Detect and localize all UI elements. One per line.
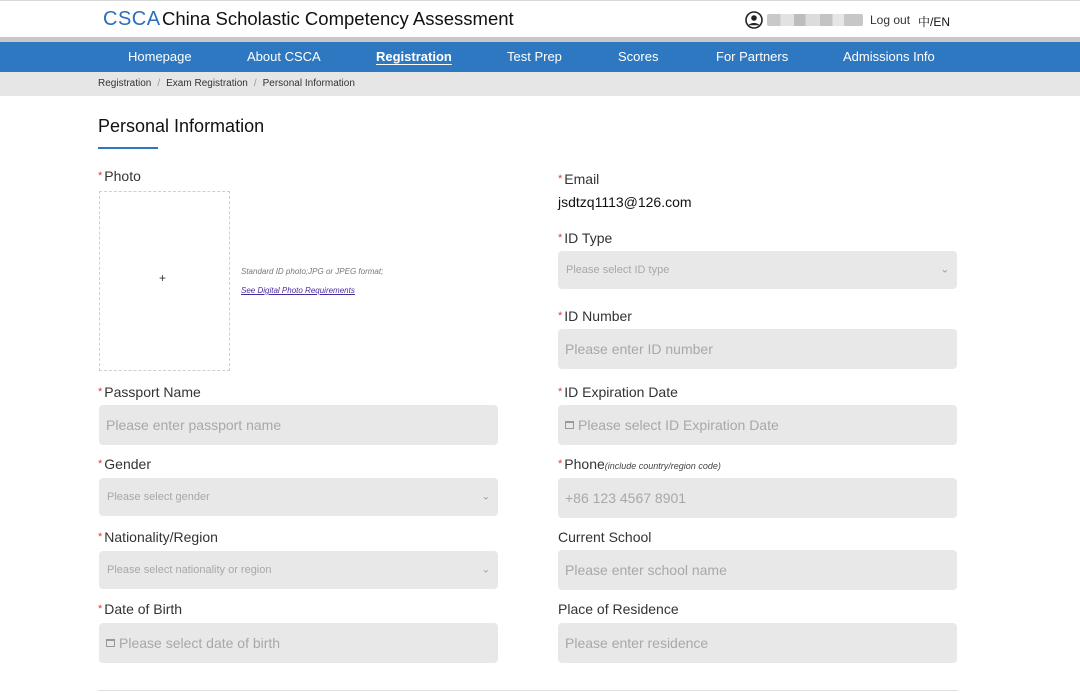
required-mark: *	[558, 173, 563, 185]
phone-input[interactable]	[558, 478, 957, 518]
id-type-placeholder: Please select ID type	[566, 264, 670, 276]
passport-name-label: * Passport Name	[98, 384, 201, 400]
nav-for-partners[interactable]: For Partners	[716, 49, 789, 64]
required-mark: *	[558, 310, 563, 322]
date-of-birth-picker[interactable]	[99, 623, 498, 663]
required-mark: *	[98, 458, 103, 470]
calendar-icon	[565, 421, 574, 429]
nav-homepage[interactable]: Homepage	[128, 49, 192, 64]
passport-name-placeholder: Please enter passport name	[106, 417, 282, 433]
breadcrumb-separator: /	[253, 78, 257, 89]
id-type-label: * ID Type	[558, 230, 613, 246]
nav-about-csca[interactable]: About CSCA	[247, 49, 321, 64]
id-number-label: * ID Number	[558, 308, 632, 324]
logout-link[interactable]: Log out	[870, 13, 911, 27]
required-mark: *	[558, 386, 563, 398]
nationality-select[interactable]	[99, 551, 498, 589]
calendar-icon	[106, 639, 115, 647]
required-mark: *	[98, 386, 103, 398]
title-underline	[98, 147, 158, 149]
photo-requirements-link[interactable]: See Digital Photo Requirements	[241, 286, 355, 295]
form-divider	[98, 690, 958, 691]
required-mark: *	[98, 531, 103, 543]
id-number-placeholder: Please enter ID number	[565, 341, 713, 357]
residence-label: Place of Residence	[558, 601, 679, 617]
current-school-input[interactable]	[558, 550, 957, 590]
nav-test-prep[interactable]: Test Prep	[507, 49, 562, 64]
required-mark: *	[558, 232, 563, 244]
nav-scores[interactable]: Scores	[618, 49, 659, 64]
id-number-input[interactable]	[558, 329, 957, 369]
email-label: * Email	[558, 171, 600, 187]
breadcrumb-bar	[0, 72, 1080, 96]
breadcrumb-item-registration[interactable]: Registration	[98, 78, 152, 89]
top-header	[0, 0, 1080, 38]
chevron-down-icon: ⌄	[940, 264, 949, 276]
id-expiration-date-picker[interactable]	[558, 405, 957, 445]
site-title: China Scholastic Competency Assessment	[162, 8, 514, 29]
breadcrumb	[98, 78, 355, 89]
main-nav	[0, 42, 1080, 72]
gender-placeholder: Please select gender	[107, 491, 210, 503]
chevron-down-icon: ⌄	[481, 564, 490, 576]
current-school-placeholder: Please enter school name	[565, 562, 727, 578]
nav-admissions-info[interactable]: Admissions Info	[843, 49, 935, 64]
language-toggle[interactable]: 中/EN	[918, 15, 951, 29]
required-mark: *	[98, 603, 103, 615]
user-account[interactable]	[745, 11, 863, 29]
date-of-birth-placeholder: Please select date of birth	[119, 635, 281, 651]
residence-placeholder: Please enter residence	[565, 635, 709, 651]
email-value: jsdtzq1113@126.com	[558, 194, 692, 210]
photo-label: * Photo	[98, 168, 141, 184]
breadcrumb-item-personal-information: Personal Information	[262, 78, 355, 89]
required-mark: *	[98, 170, 103, 182]
required-mark: *	[558, 458, 563, 470]
id-expiration-placeholder: Please select ID Expiration Date	[578, 417, 779, 433]
breadcrumb-item-exam-registration[interactable]: Exam Registration	[166, 78, 248, 89]
id-type-select[interactable]	[558, 251, 957, 289]
phone-label: * Phone(include country/region code)	[558, 456, 721, 472]
residence-input[interactable]	[558, 623, 957, 663]
breadcrumb-separator: /	[157, 78, 161, 89]
chevron-down-icon: ⌄	[481, 491, 490, 503]
phone-placeholder: +86 123 4567 8901	[565, 490, 687, 506]
photo-add-icon[interactable]: +	[159, 271, 167, 285]
phone-label-note: (include country/region code)	[604, 461, 721, 471]
user-avatar-icon	[745, 11, 763, 29]
nationality-placeholder: Please select nationality or region	[107, 564, 272, 576]
gender-select[interactable]	[99, 478, 498, 516]
current-school-label: Current School	[558, 529, 652, 545]
passport-name-input[interactable]	[99, 405, 498, 445]
gender-label: * Gender	[98, 456, 151, 472]
nav-registration[interactable]: Registration	[376, 49, 452, 64]
id-expiration-label: * ID Expiration Date	[558, 384, 678, 400]
page-title: Personal Information	[98, 116, 265, 136]
photo-hint: Standard ID photo;JPG or JPEG format;	[241, 267, 384, 276]
csca-logo[interactable]: CSCA	[103, 8, 161, 30]
date-of-birth-label: * Date of Birth	[98, 601, 183, 617]
blurred-username	[767, 14, 863, 26]
nationality-label: * Nationality/Region	[98, 529, 218, 545]
